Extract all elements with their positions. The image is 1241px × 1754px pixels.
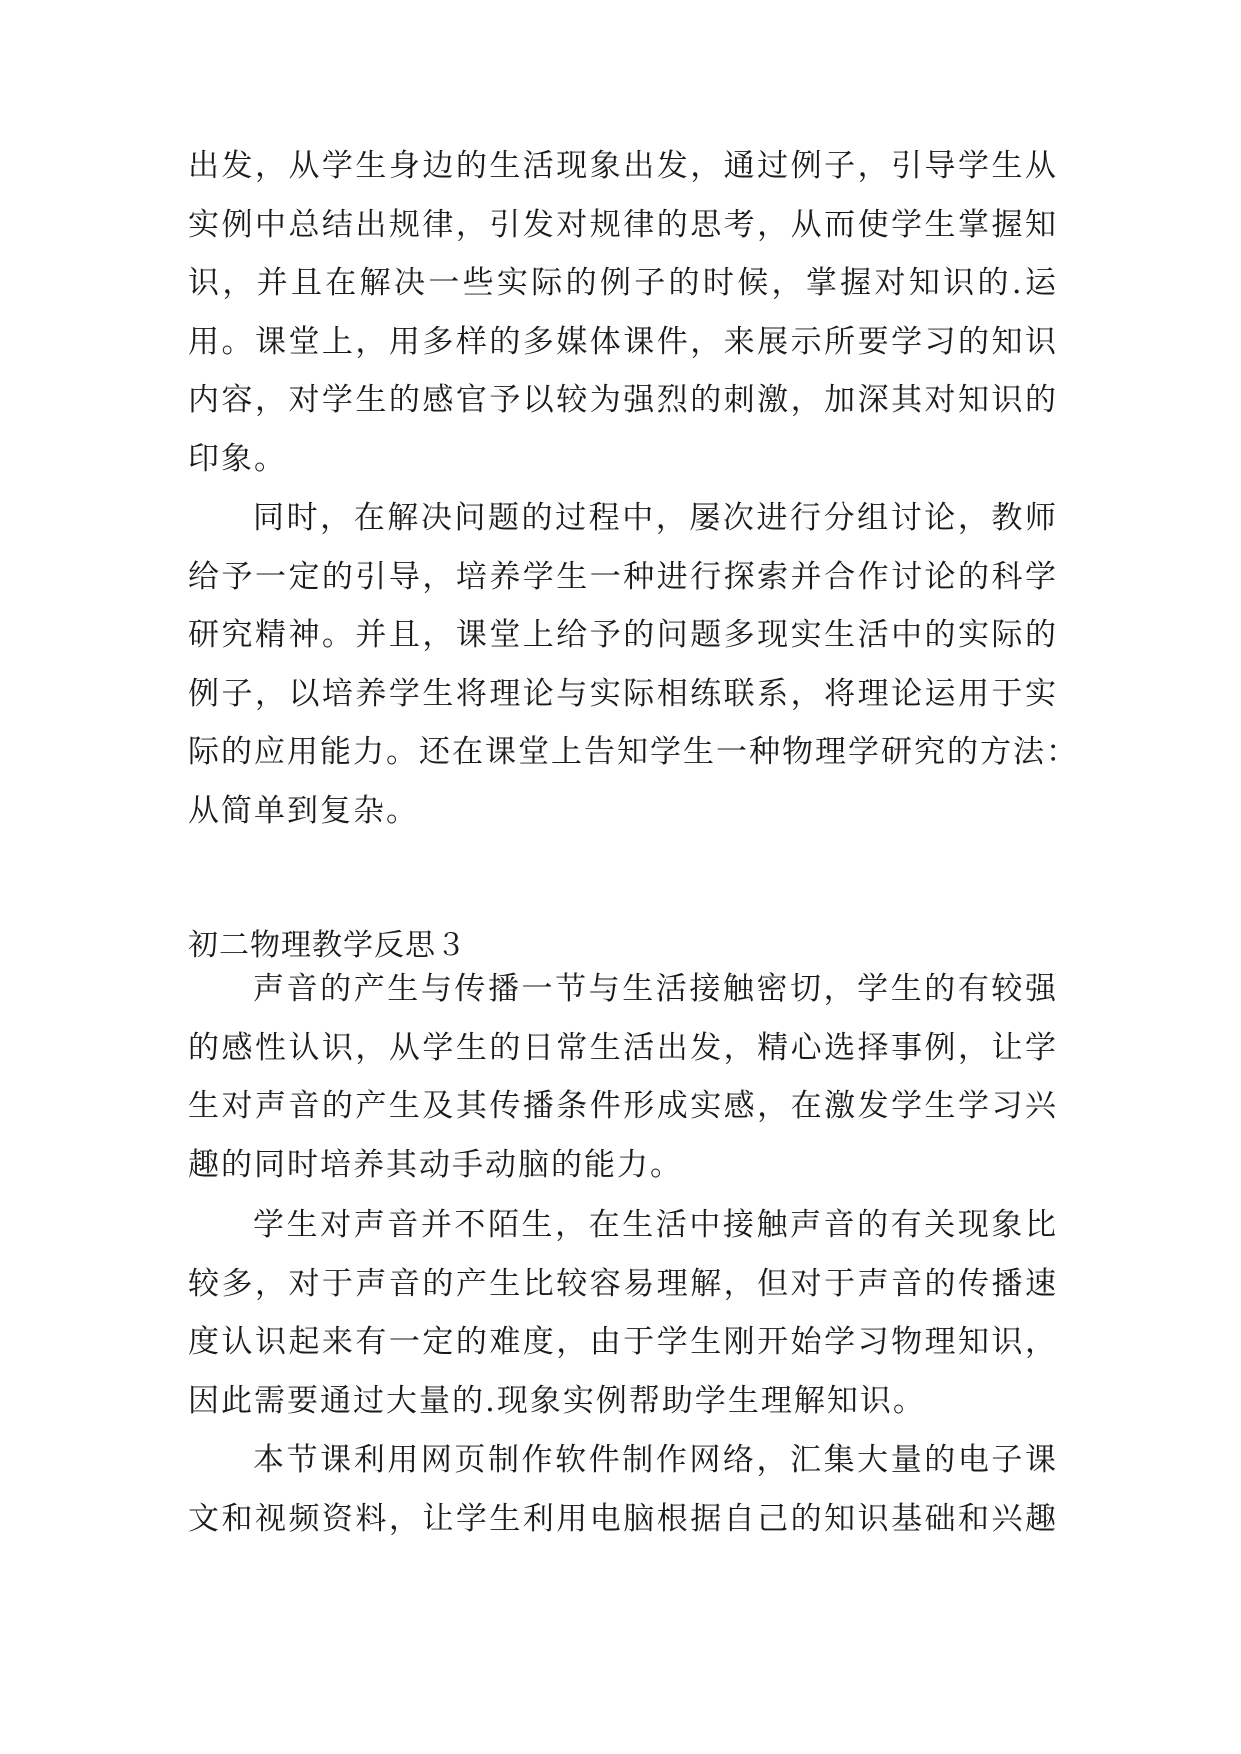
text-line: 识，并且在解决一些实际的例子的时候，掌握对知识的.运 bbox=[188, 265, 1058, 302]
text-line: 内容，对学生的感官予以较为强烈的刺激，加深其对知识的 bbox=[188, 382, 1058, 419]
text-line: 给予一定的引导，培养学生一种进行探索并合作讨论的科学 bbox=[188, 558, 1058, 595]
text-line: 因此需要通过大量的.现象实例帮助学生理解知识。 bbox=[188, 1382, 926, 1419]
text-line: 研究精神。并且，课堂上给予的问题多现实生活中的实际的 bbox=[188, 617, 1058, 654]
text-line: 出发，从学生身边的生活现象出发，通过例子，引导学生从 bbox=[188, 148, 1058, 184]
paragraph-5 bbox=[188, 1431, 1058, 1548]
text-line: 学生对声音并不陌生，在生活中接触声音的有关现象比 bbox=[253, 1207, 1058, 1243]
text-line: 用。课堂上，用多样的多媒体课件，来展示所要学习的知识 bbox=[188, 323, 1058, 360]
text-line: 文和视频资料，让学生利用电脑根据自己的知识基础和兴趣 bbox=[188, 1500, 1058, 1537]
text-line: 例子，以培养学生将理论与实际相练联系，将理论运用于实 bbox=[188, 675, 1058, 712]
paragraph-3 bbox=[188, 960, 1058, 1194]
text-line: 趣的同时培养其动手动脑的能力。 bbox=[188, 1146, 683, 1183]
text-line: 较多，对于声音的产生比较容易理解，但对于声音的传播速 bbox=[188, 1265, 1058, 1302]
text-line: 实例中总结出规律，引发对规律的思考，从而使学生掌握知 bbox=[188, 206, 1058, 243]
text-line: 印象。 bbox=[188, 440, 287, 477]
paragraph-1 bbox=[188, 137, 1058, 489]
text-line: 际的应用能力。还在课堂上告知学生一种物理学研究的方法： bbox=[188, 734, 1079, 771]
text-line: 从简单到复杂。 bbox=[188, 792, 419, 829]
text-line: 的感性认识，从学生的日常生活出发，精心选择事例，让学 bbox=[188, 1029, 1058, 1066]
text-line: 同时，在解决问题的过程中，屡次进行分组讨论，教师 bbox=[253, 500, 1058, 536]
paragraph-4 bbox=[188, 1196, 1058, 1430]
paragraph-2 bbox=[188, 489, 1079, 841]
text-line: 声音的产生与传播一节与生活接触密切，学生的有较强 bbox=[253, 971, 1058, 1007]
text-line: 本节课利用网页制作软件制作网络，汇集大量的电子课 bbox=[253, 1442, 1058, 1478]
text-line: 生对声音的产生及其传播条件形成实感，在激发学生学习兴 bbox=[188, 1088, 1058, 1125]
section-heading: 初二物理教学反思３ bbox=[188, 928, 467, 963]
text-line: 度认识起来有一定的难度，由于学生刚开始学习物理知识， bbox=[188, 1324, 1058, 1361]
